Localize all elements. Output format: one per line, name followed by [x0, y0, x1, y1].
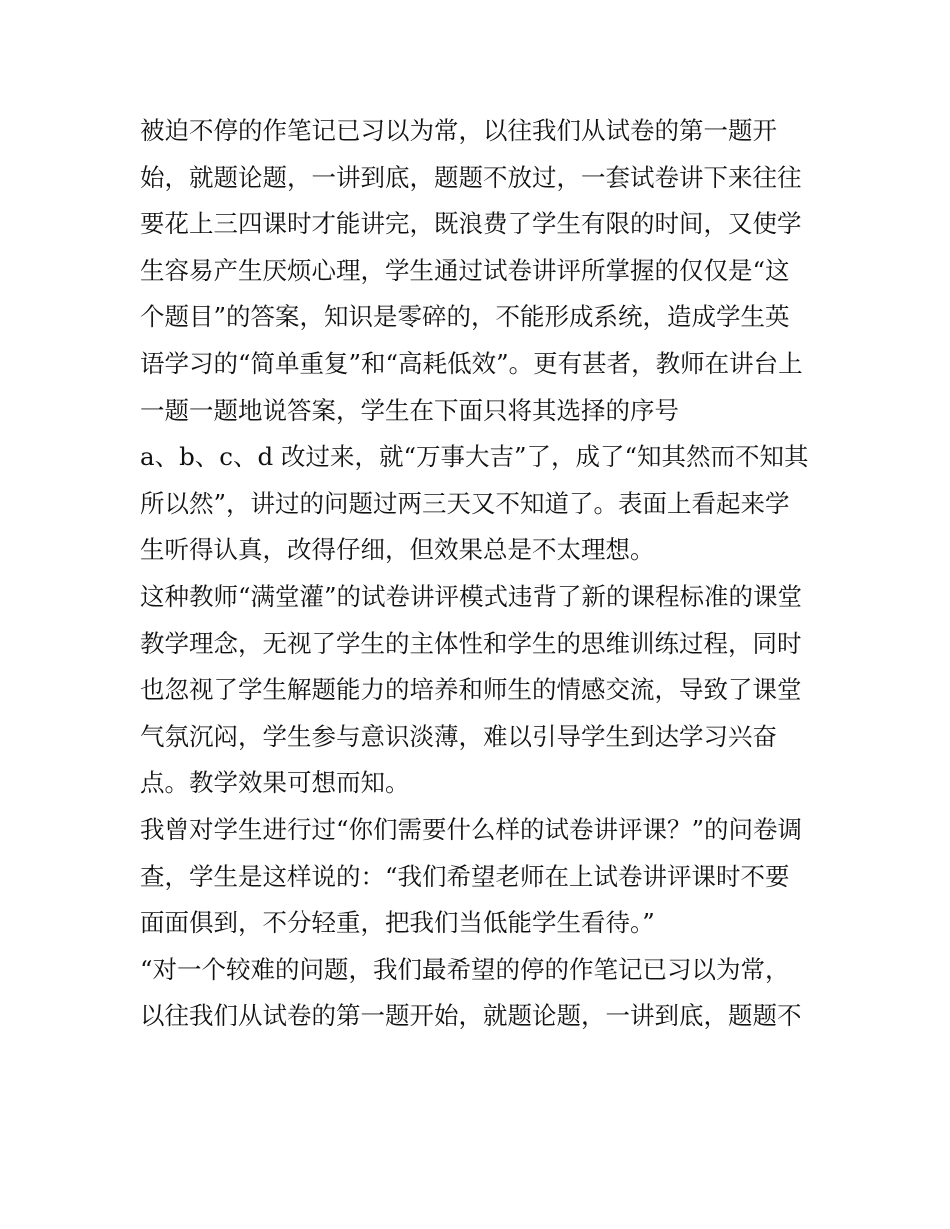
text-line: 以往我们从试卷的第一题开始，就题论题，一讲到底，题题不: [140, 1001, 802, 1031]
text-line: 这种教师“满堂灌”的试卷讲评模式违背了新的课程标准的课堂: [140, 581, 803, 611]
text-line: 语学习的“简单重复”和“高耗低效”。更有甚者，教师在讲台上: [140, 348, 803, 378]
text-line: 要花上三四课时才能讲完，既浪费了学生有限的时间，又使学: [140, 209, 802, 239]
text-line: 我曾对学生进行过“你们需要什么样的试卷讲评课？”的问卷调: [140, 814, 803, 844]
text-line: 也忽视了学生解题能力的培养和师生的情感交流，导致了课堂: [140, 675, 802, 705]
body-text: [140, 108, 820, 1040]
text-line: a、b、c、d 改过来，就“万事大吉”了，成了“知其然而不知其: [140, 442, 809, 472]
text-line: 个题目”的答案，知识是零碎的，不能形成系统，造成学生英: [140, 302, 790, 332]
text-line: “对一个较难的问题，我们最希望的停的作笔记已习以为常，: [140, 954, 790, 984]
text-line: 被迫不停的作笔记已习以为常，以往我们从试卷的第一题开: [140, 116, 777, 145]
text-line: 生听得认真，改得仔细，但效果总是不太理想。: [140, 535, 655, 565]
text-line: 一题一题地说答案，学生在下面只将其选择的序号: [140, 395, 679, 425]
text-line: 生容易产生厌烦心理，学生通过试卷讲评所掌握的仅仅是“这: [140, 255, 790, 285]
text-line: 面面俱到，不分轻重，把我们当低能学生看待。”: [140, 908, 655, 938]
text-line: 点。教学效果可想而知。: [140, 768, 410, 798]
text-line: 气氛沉闷，学生参与意识淡薄，难以引导学生到达学习兴奋: [140, 721, 777, 751]
text-line: 始，就题论题，一讲到底，题题不放过，一套试卷讲下来往往: [140, 162, 802, 192]
text-line: 教学理念，无视了学生的主体性和学生的思维训练过程，同时: [140, 628, 802, 658]
text-line: 查，学生是这样说的：“我们希望老师在上试卷讲评课时不要: [140, 861, 790, 891]
text-line: 所以然”，讲过的问题过两三天又不知道了。表面上看起来学: [140, 488, 790, 518]
